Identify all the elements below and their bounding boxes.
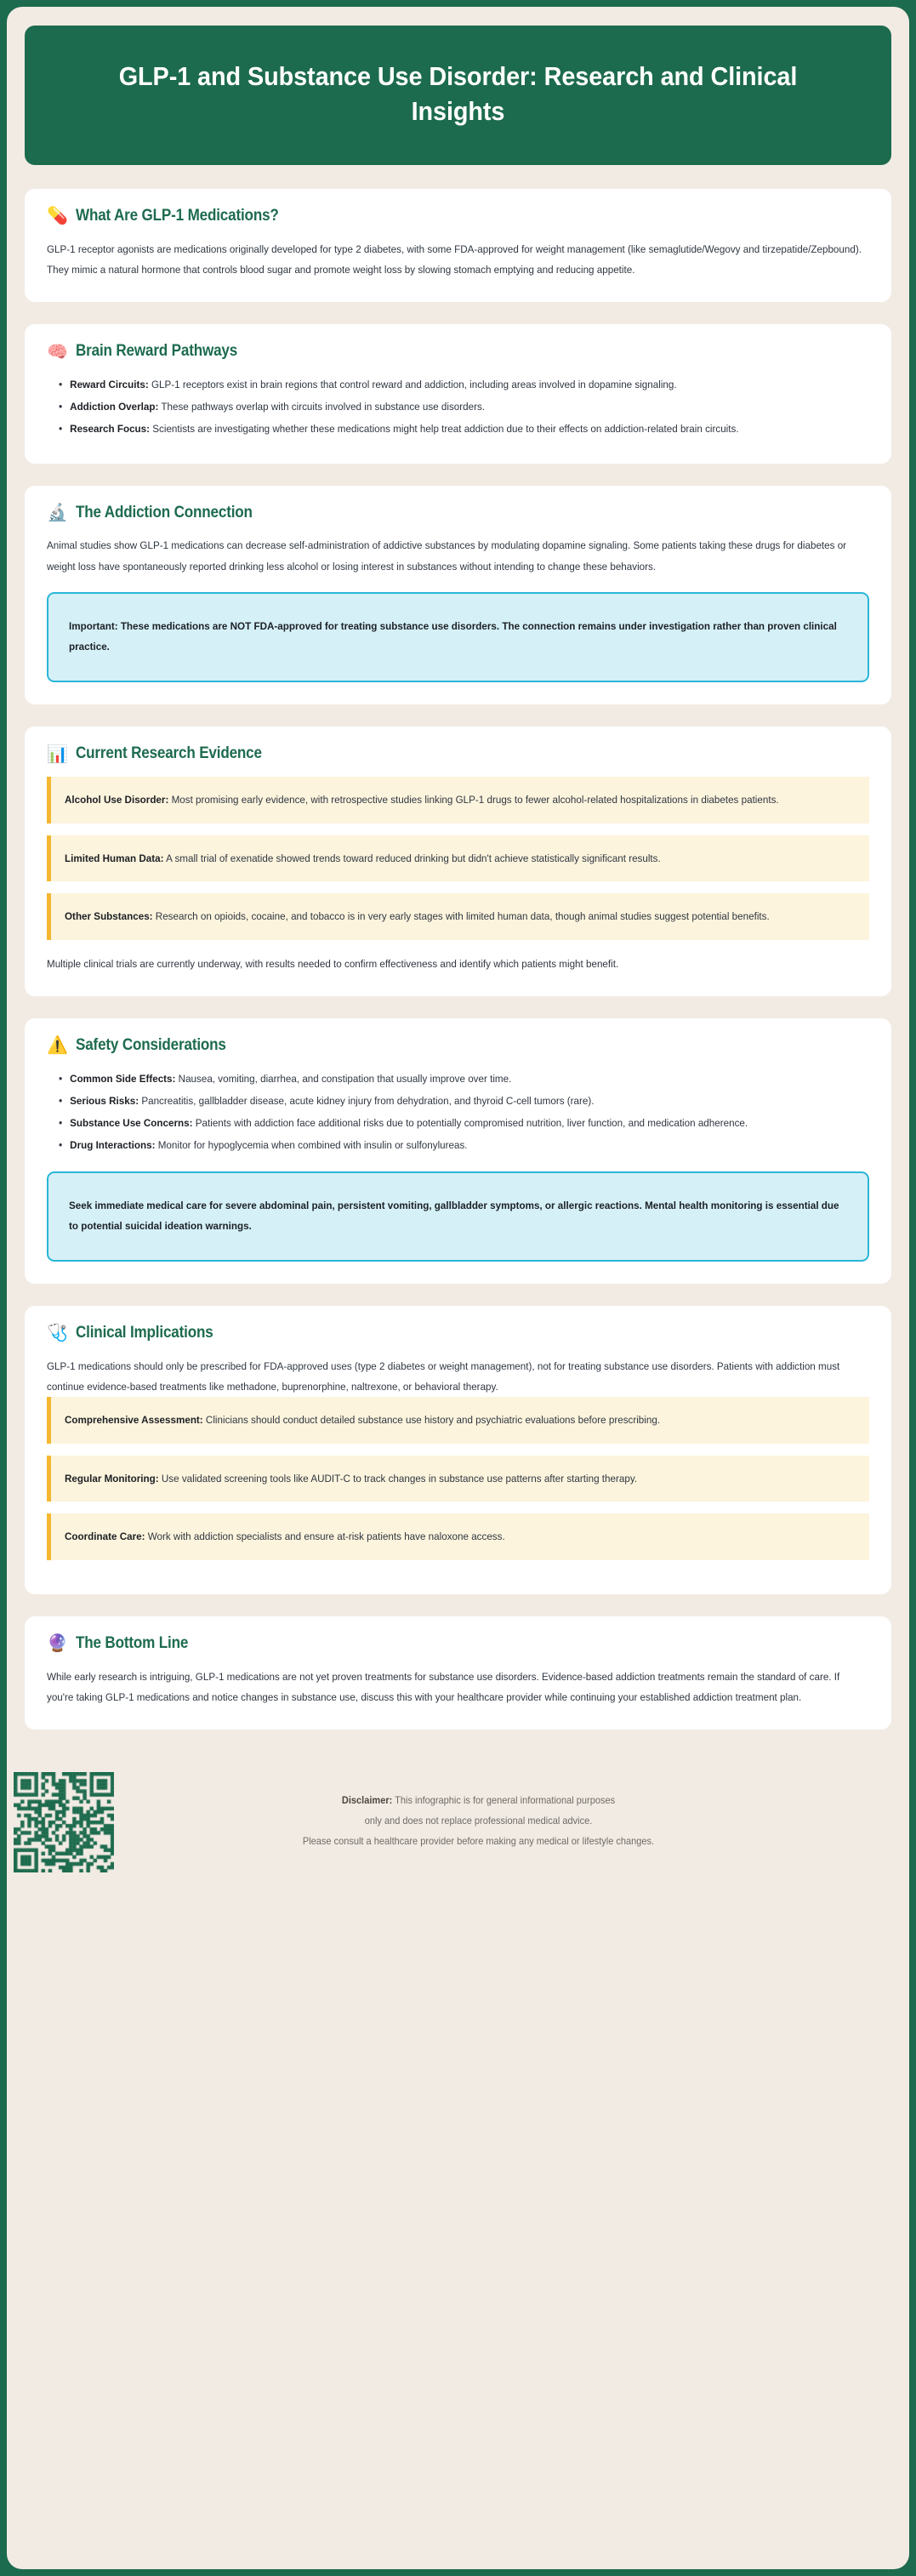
card-header bbox=[47, 1635, 869, 1653]
list-item-text: Nausea, vomiting, diarrhea, and constipation that usually improve over time. bbox=[175, 1072, 512, 1085]
list-item bbox=[59, 374, 868, 395]
list-item bbox=[59, 1069, 868, 1089]
disclaimer-lead: Disclaimer: bbox=[341, 1795, 393, 1807]
card-header bbox=[47, 1325, 869, 1342]
card-current-research-evidence bbox=[25, 727, 891, 996]
highlight-body: Work with addiction specialists and ensure at-risk patients have naloxone access. bbox=[145, 1530, 505, 1543]
list-item bbox=[59, 396, 868, 417]
card-what-are-glp1 bbox=[25, 189, 891, 302]
card-paragraph: Animal studies show GLP-1 medications can decrease self-administration of addictive substances by modulating dopamine signaling. Some patients taking these drugs for diabetes or weight loss have spontaneously reported drinking less alcohol or losing interest in substances without intending to change these behaviors. bbox=[47, 539, 847, 573]
crystal-ball-icon: 🔮 bbox=[47, 1634, 68, 1654]
page-inner bbox=[7, 7, 909, 2569]
highlight-lead: Coordinate Care: bbox=[65, 1530, 145, 1543]
list-item-text: Pancreatitis, gallbladder disease, acute kidney injury from dehydration, and thyroid C-cell tumors (rare). bbox=[139, 1095, 595, 1108]
header-banner bbox=[25, 26, 891, 165]
list-item-lead: Substance Use Concerns: bbox=[70, 1117, 193, 1130]
list-item bbox=[59, 419, 868, 439]
list-item bbox=[59, 1135, 868, 1155]
highlight-lead: Comprehensive Assessment: bbox=[65, 1414, 203, 1427]
list-item-lead: Drug Interactions: bbox=[70, 1139, 156, 1152]
highlight-lead: Alcohol Use Disorder: bbox=[65, 794, 169, 806]
highlight-text bbox=[65, 849, 853, 869]
bullet-list bbox=[47, 1069, 869, 1156]
highlight-text bbox=[65, 1527, 853, 1547]
qr-code[interactable] bbox=[14, 1772, 114, 1872]
card-header bbox=[47, 343, 869, 361]
bullet-list bbox=[47, 374, 869, 440]
card-header bbox=[47, 504, 869, 522]
footer bbox=[25, 1757, 891, 1895]
highlight-body: Research on opioids, cocaine, and tobacco is in very early stages with limited human data, though animal studies suggest potential benefits. bbox=[152, 910, 770, 923]
disclaimer-line-3: Please consult a healthcare provider before making any medical or lifestyle changes. bbox=[302, 1835, 655, 1847]
list-item-text: Patients with addiction face additional risks due to potentially compromised nutrition, liver function, and medication adherence. bbox=[192, 1117, 748, 1130]
list-item-lead: Serious Risks: bbox=[70, 1095, 139, 1108]
card-brain-reward-pathways bbox=[25, 324, 891, 463]
card-header bbox=[47, 208, 869, 225]
card-title: Brain Reward Pathways bbox=[76, 342, 238, 361]
list-item-lead: Addiction Overlap: bbox=[70, 401, 159, 413]
disclaimer-line-2: only and does not replace professional medical advice. bbox=[364, 1815, 593, 1827]
important-callout bbox=[47, 592, 869, 682]
list-item-text: GLP-1 receptors exist in brain regions that control reward and addiction, including areas involved in dopamine signaling. bbox=[148, 378, 677, 390]
highlight-box bbox=[47, 835, 869, 882]
list-item bbox=[59, 1091, 868, 1111]
card-title: Clinical Implications bbox=[76, 1323, 213, 1342]
card-bottom-line bbox=[25, 1616, 891, 1730]
highlight-box bbox=[47, 1456, 869, 1502]
list-item bbox=[59, 1113, 868, 1133]
highlight-lead: Limited Human Data: bbox=[65, 852, 164, 864]
disclaimer-line-1: This infographic is for general informational purposes bbox=[392, 1795, 616, 1807]
card-title: The Bottom Line bbox=[76, 1633, 189, 1652]
sections-container bbox=[25, 189, 891, 1752]
highlight-box bbox=[47, 777, 869, 824]
stethoscope-icon: 🩺 bbox=[47, 1324, 68, 1343]
list-item-lead: Common Side Effects: bbox=[70, 1072, 176, 1085]
highlight-text bbox=[65, 907, 853, 927]
highlight-lead: Regular Monitoring: bbox=[65, 1472, 159, 1485]
card-paragraph: While early research is intriguing, GLP-1 medications are not yet proven treatments for substance use disorders. Evidence-based addiction treatments remain the standard of care. If you're taking GLP-1 medications and notice changes in substance use, discuss this with your healthcare provider while continuing your established addiction treatment plan. bbox=[47, 1670, 840, 1703]
card-paragraph: GLP-1 medications should only be prescribed for FDA-approved uses (type 2 diabetes or weight management), not for treating substance use disorders. Patients with addiction must continue evidence-based treatments like methadone, buprenorphine, naltrexone, or behavioral therapy. bbox=[47, 1359, 840, 1393]
card-note: Multiple clinical trials are currently underway, with results needed to confirm effectiveness and identify which patients might benefit. bbox=[47, 957, 619, 970]
highlight-text bbox=[65, 1469, 853, 1490]
important-callout bbox=[47, 1171, 869, 1262]
list-item-text: Monitor for hypoglycemia when combined with insulin or sulfonylureas. bbox=[155, 1139, 468, 1152]
card-title: The Addiction Connection bbox=[76, 503, 253, 521]
list-item-lead: Research Focus: bbox=[70, 423, 151, 436]
highlight-text bbox=[65, 790, 853, 811]
bar-chart-icon: 📊 bbox=[47, 744, 68, 764]
card-title: Current Research Evidence bbox=[76, 744, 262, 763]
list-item-text: These pathways overlap with circuits involved in substance use disorders. bbox=[158, 401, 486, 413]
highlight-box bbox=[47, 1513, 869, 1560]
highlight-body: Clinicians should conduct detailed substance use history and psychiatric evaluations before prescribing. bbox=[202, 1414, 661, 1427]
highlight-text bbox=[65, 1411, 853, 1431]
card-header bbox=[47, 1037, 869, 1055]
list-item-lead: Reward Circuits: bbox=[70, 378, 149, 390]
card-header bbox=[47, 745, 869, 763]
callout-text: Seek immediate medical care for severe abdominal pain, persistent vomiting, gallbladder symptoms, or allergic reactions. Mental health monitoring is essential due to potential suicidal ideation warnings. bbox=[69, 1199, 839, 1232]
card-safety-considerations bbox=[25, 1018, 891, 1284]
warning-triangle-icon: ⚠️ bbox=[47, 1036, 68, 1056]
highlight-body: Use validated screening tools like AUDIT-C to track changes in substance use patterns after starting therapy. bbox=[158, 1472, 638, 1485]
brain-icon: 🧠 bbox=[47, 342, 68, 362]
highlight-lead: Other Substances: bbox=[65, 910, 153, 923]
page-title: GLP-1 and Substance Use Disorder: Research and Clinical Insights bbox=[118, 61, 798, 126]
microscope-icon: 🔬 bbox=[47, 503, 68, 522]
highlight-body: Most promising early evidence, with retrospective studies linking GLP-1 drugs to fewer alcohol-related hospitalizations in diabetes patients. bbox=[168, 794, 779, 806]
card-paragraph: GLP-1 receptor agonists are medications originally developed for type 2 diabetes, with some FDA-approved for weight management (like semaglutide/Wegovy and tirzepatide/Zepbound). They mimic a natural hormone that controls blood sugar and promote weight loss by slowing stomach emptying and reducing appetite. bbox=[47, 242, 862, 276]
card-addiction-connection bbox=[25, 486, 891, 705]
card-title: What Are GLP-1 Medications? bbox=[76, 206, 279, 225]
highlight-box bbox=[47, 893, 869, 940]
highlight-box bbox=[47, 1397, 869, 1444]
card-title: Safety Considerations bbox=[76, 1035, 226, 1054]
card-clinical-implications bbox=[25, 1306, 891, 1594]
pill-icon: 💊 bbox=[47, 207, 68, 226]
disclaimer-text bbox=[134, 1772, 872, 1851]
callout-text: Important: These medications are NOT FDA-approved for treating substance use disorders. The connection remains under investigation rather than proven clinical practice. bbox=[69, 619, 837, 653]
list-item-text: Scientists are investigating whether these medications might help treat addiction due to their effects on addiction-related brain circuits. bbox=[150, 423, 739, 436]
highlight-body: A small trial of exenatide showed trends toward reduced drinking but didn't achieve statistically significant results. bbox=[163, 852, 661, 864]
